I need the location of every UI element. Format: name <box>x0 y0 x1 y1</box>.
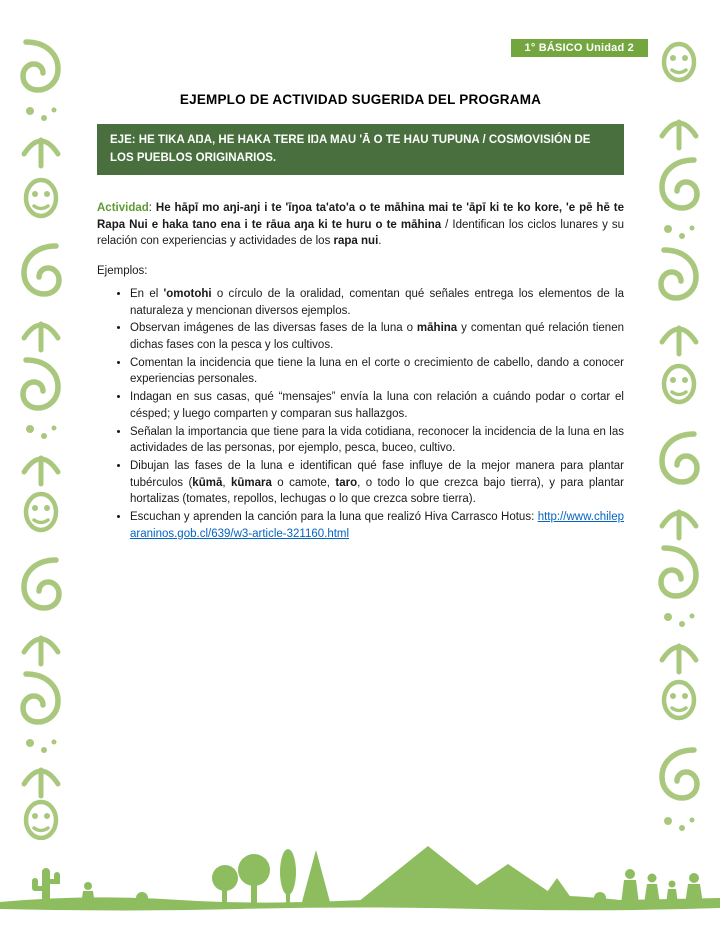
activity-colon: : <box>148 201 156 214</box>
example-bullet-item <box>130 509 624 542</box>
body-text: Escuchan y aprenden la canción para la luna que realizó Hiva Carrasco Hotus: <box>130 510 538 523</box>
content-column <box>97 92 624 543</box>
body-text: , <box>222 476 231 489</box>
body-text: Indagan en sus casas, qué “mensajes” envía la luna con relación a cuándo podar o cortar el césped; y luego comparten y comparan sus hallazgos. <box>130 391 624 420</box>
body-text: , o todo lo que crezca bajo tierra), y para plantar hortalizas (tomates, repollos, lechugas o lo que crezca sobre tierra). <box>130 476 625 506</box>
body-text: y comentan qué relación tienen dichas fases con la pesca y los cultivos. <box>130 322 624 352</box>
example-bullet-item <box>130 424 624 457</box>
example-bullet-item <box>130 286 624 319</box>
rapa-nui-pattern-left-icon <box>18 34 64 840</box>
example-bullet-item <box>130 389 624 422</box>
unit-badge: 1° BÁSICO Unidad 2 <box>511 39 648 57</box>
activity-paragraph <box>97 200 624 250</box>
examples-list <box>97 286 624 542</box>
rapa-nui-pattern-right-icon <box>656 34 702 840</box>
body-text: / Identifican los ciclos lunares y su relación con experiencias y actividades de los <box>97 218 624 248</box>
example-bullet-item <box>130 355 624 388</box>
examples-label: Ejemplos: <box>97 265 148 278</box>
landscape-silhouette-footer-icon <box>0 840 720 912</box>
body-text: o camote, <box>271 476 336 489</box>
body-text: . <box>378 235 382 248</box>
song-hyperlink[interactable]: http://www.chileparaninos.gob.cl/639/w3-article-321160.html <box>130 510 624 540</box>
body-text: En el <box>130 288 164 301</box>
emphasis-text: He hāpī mo aŋi-aŋi i te 'īŋoa ta'ato'a o te māhina mai te 'āpī ki te ko kore, 'e pē hē te Rapa Nui e haka tano ena i te rāua aŋa ki te huru o te māhina <box>97 201 624 231</box>
page-title: EJEMPLO DE ACTIVIDAD SUGERIDA DEL PROGRAMA <box>179 92 542 107</box>
eje-header: EJE: HE TIKA AŊA, HE HAKA TERE IŊA MAU 'Ā O TE HAU TUPUNA / COSMOVISIÓN DE LOS PUEBLOS ORIGINARIOS. <box>97 124 624 175</box>
body-text: o círculo de la oralidad, comentan qué señales entrega los elementos de la naturaleza y mencionan diversos ejemplos. <box>130 288 624 317</box>
body-text: Comentan la incidencia que tiene la luna en el corte o crecimiento de cabello, dando a conocer experiencias personales. <box>130 356 624 386</box>
body-text: Señalan la importancia que tiene para la vida cotidiana, reconocer la incidencia de la luna en las actividades de las personas, por ejemplo, pesca, buceo, cultivo. <box>130 425 624 455</box>
body-text: Dibujan las fases de la luna e identifican qué fase influye de la mejor manera para plantar tubérculos ( <box>130 459 624 489</box>
emphasis-text: taro <box>335 476 358 489</box>
emphasis-text: rapa nui <box>333 235 379 248</box>
emphasis-text: māhina <box>416 322 458 335</box>
example-bullet-item <box>130 320 624 353</box>
emphasis-text: kūmara <box>230 476 272 489</box>
activity-text <box>97 202 624 248</box>
body-text: Observan imágenes de las diversas fases de la luna o <box>130 322 417 335</box>
emphasis-text: 'omotohi <box>163 288 212 301</box>
example-bullet-item <box>130 458 624 508</box>
emphasis-text: kūmā <box>192 476 223 489</box>
activity-label: Actividad <box>97 201 149 214</box>
